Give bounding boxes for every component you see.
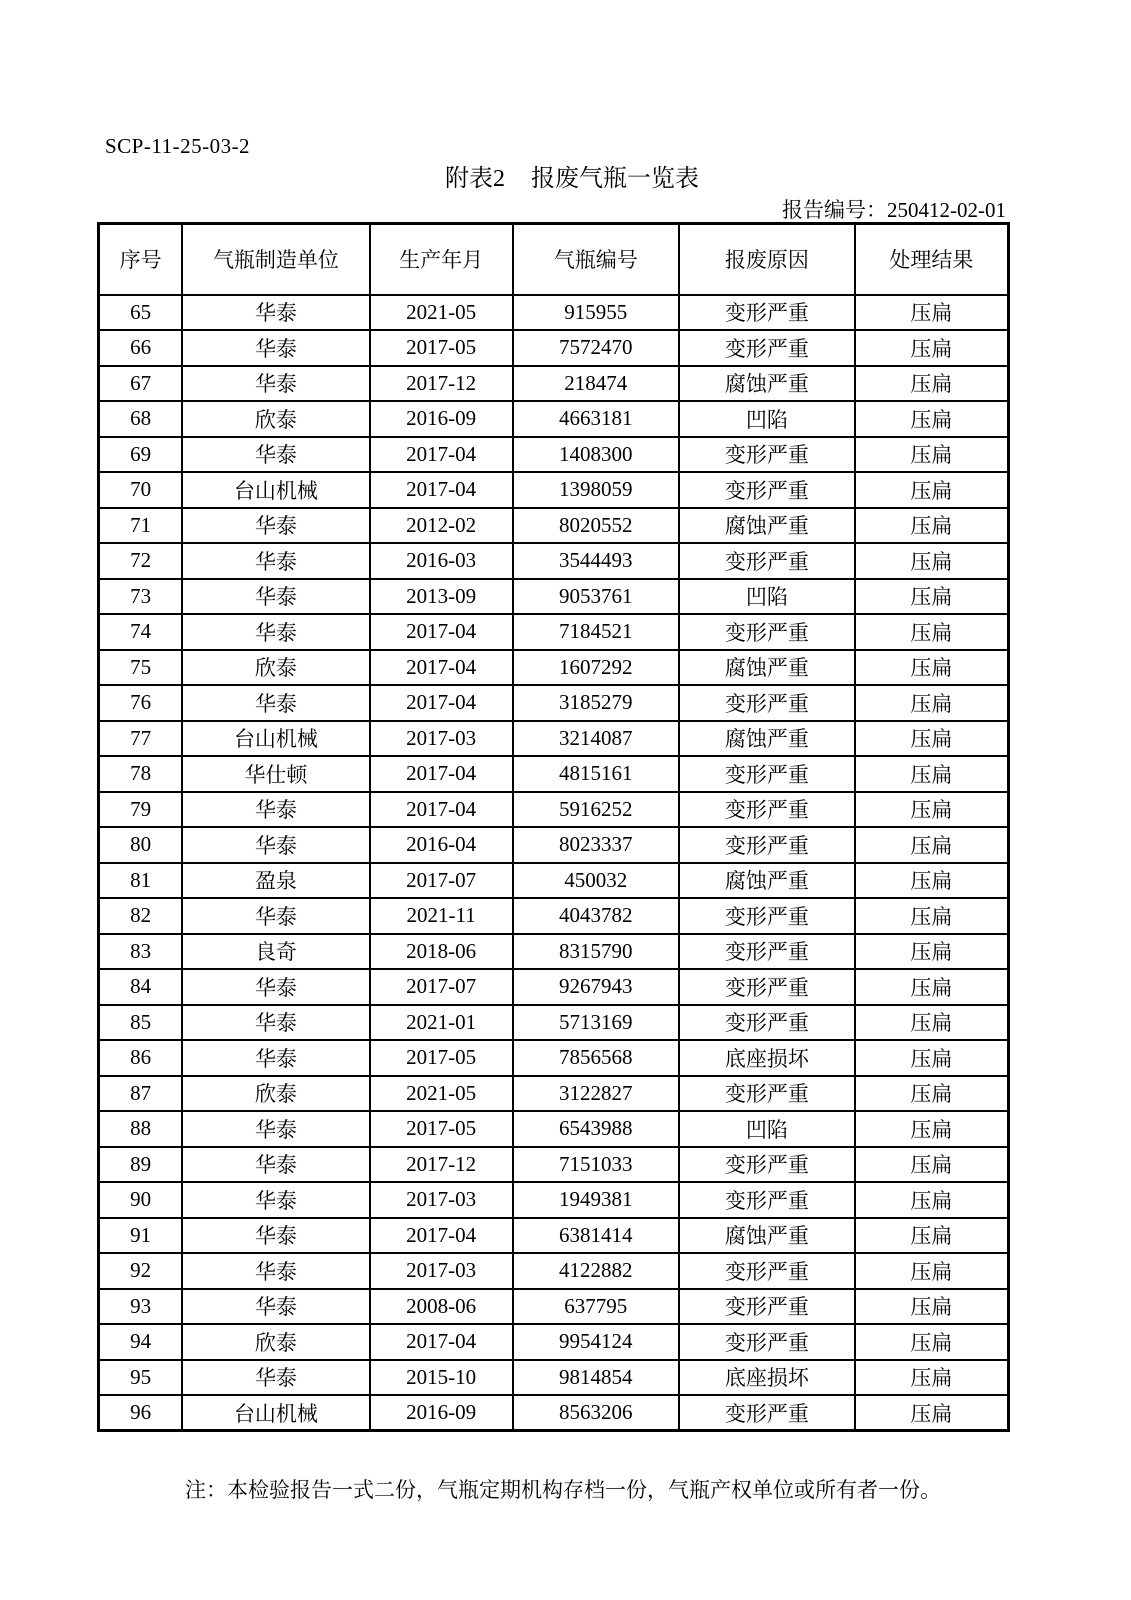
column-header: 气瓶编号 (513, 224, 680, 295)
table-cell: 压扁 (855, 1147, 1009, 1183)
table-row (99, 614, 1009, 650)
table-cell: 变形严重 (679, 614, 855, 650)
table-cell: 2021-05 (370, 1076, 513, 1112)
table-cell: 变形严重 (679, 934, 855, 970)
table-cell: 凹陷 (679, 579, 855, 615)
table-cell: 77 (99, 721, 183, 757)
table-cell: 凹陷 (679, 401, 855, 437)
table-cell: 69 (99, 437, 183, 473)
table-cell: 66 (99, 330, 183, 366)
table-cell: 1607292 (513, 650, 680, 686)
table-cell: 2016-04 (370, 827, 513, 863)
table-cell: 变形严重 (679, 472, 855, 508)
table-cell: 压扁 (855, 1324, 1009, 1360)
table-cell: 2017-03 (370, 1253, 513, 1289)
table-row (99, 1395, 1009, 1431)
table-cell: 华泰 (182, 366, 369, 402)
table-row (99, 721, 1009, 757)
table-cell: 压扁 (855, 969, 1009, 1005)
table-cell: 9267943 (513, 969, 680, 1005)
table-cell: 华泰 (182, 1147, 369, 1183)
table-cell: 变形严重 (679, 1289, 855, 1325)
table-cell: 915955 (513, 295, 680, 331)
table-cell: 8563206 (513, 1395, 680, 1431)
table-row (99, 650, 1009, 686)
table-cell: 7572470 (513, 330, 680, 366)
table-cell: 2017-03 (370, 721, 513, 757)
table-cell: 84 (99, 969, 183, 1005)
table-cell: 93 (99, 1289, 183, 1325)
table-cell: 7856568 (513, 1040, 680, 1076)
table-row (99, 1324, 1009, 1360)
table-cell: 华泰 (182, 1218, 369, 1254)
table-cell: 89 (99, 1147, 183, 1183)
table-cell: 2017-04 (370, 1218, 513, 1254)
table-cell: 底座损坏 (679, 1360, 855, 1396)
footer-note: 注：本检验报告一式二份，气瓶定期机构存档一份，气瓶产权单位或所有者一份。 (185, 1478, 941, 1502)
table-cell: 2017-05 (370, 1111, 513, 1147)
table-cell: 83 (99, 934, 183, 970)
table-row (99, 1218, 1009, 1254)
table-cell: 压扁 (855, 295, 1009, 331)
table-cell: 欣泰 (182, 1324, 369, 1360)
table-cell: 8023337 (513, 827, 680, 863)
table-cell: 台山机械 (182, 721, 369, 757)
table-cell: 变形严重 (679, 1253, 855, 1289)
table-cell: 压扁 (855, 472, 1009, 508)
title-prefix: 附表2 (445, 166, 505, 192)
column-header: 气瓶制造单位 (182, 224, 369, 295)
table-cell: 华泰 (182, 1182, 369, 1218)
table-cell: 81 (99, 863, 183, 899)
table-row (99, 366, 1009, 402)
table-cell: 华泰 (182, 437, 369, 473)
table-cell: 华泰 (182, 614, 369, 650)
table-cell: 盈泉 (182, 863, 369, 899)
table-cell: 压扁 (855, 898, 1009, 934)
table-cell: 压扁 (855, 863, 1009, 899)
table-cell: 变形严重 (679, 1005, 855, 1041)
table-cell: 95 (99, 1360, 183, 1396)
table-cell: 4815161 (513, 756, 680, 792)
table-cell: 65 (99, 295, 183, 331)
table-row (99, 792, 1009, 828)
table-row (99, 1253, 1009, 1289)
table-cell: 2017-03 (370, 1182, 513, 1218)
table-cell: 2017-12 (370, 366, 513, 402)
table-cell: 4663181 (513, 401, 680, 437)
table-cell: 压扁 (855, 1005, 1009, 1041)
table-cell: 腐蚀严重 (679, 1218, 855, 1254)
column-header: 报废原因 (679, 224, 855, 295)
table-row (99, 827, 1009, 863)
table-cell: 67 (99, 366, 183, 402)
table-row (99, 1289, 1009, 1325)
table-cell: 2017-12 (370, 1147, 513, 1183)
table-cell: 73 (99, 579, 183, 615)
table-cell: 76 (99, 685, 183, 721)
table-cell: 85 (99, 1005, 183, 1041)
column-header: 生产年月 (370, 224, 513, 295)
table-cell: 压扁 (855, 1182, 1009, 1218)
table-cell: 218474 (513, 366, 680, 402)
report-number-value: 250412-02-01 (887, 198, 1006, 222)
table-cell: 良奇 (182, 934, 369, 970)
table-cell: 74 (99, 614, 183, 650)
table-cell: 92 (99, 1253, 183, 1289)
table-row (99, 1076, 1009, 1112)
table-cell: 9814854 (513, 1360, 680, 1396)
table-cell: 压扁 (855, 756, 1009, 792)
table-cell: 压扁 (855, 1076, 1009, 1112)
table-cell: 87 (99, 1076, 183, 1112)
table-cell: 腐蚀严重 (679, 508, 855, 544)
table-cell: 变形严重 (679, 898, 855, 934)
table-cell: 华泰 (182, 898, 369, 934)
table-row (99, 685, 1009, 721)
table-cell: 80 (99, 827, 183, 863)
table-cell: 96 (99, 1395, 183, 1431)
table-cell: 华仕顿 (182, 756, 369, 792)
table-cell: 压扁 (855, 792, 1009, 828)
table-cell: 欣泰 (182, 1076, 369, 1112)
table-cell: 压扁 (855, 721, 1009, 757)
table-cell: 压扁 (855, 1289, 1009, 1325)
table-cell: 8315790 (513, 934, 680, 970)
table-cell: 变形严重 (679, 1076, 855, 1112)
table-cell: 台山机械 (182, 1395, 369, 1431)
table-cell: 3544493 (513, 543, 680, 579)
table-cell: 华泰 (182, 543, 369, 579)
table-cell: 压扁 (855, 1040, 1009, 1076)
table-cell: 变形严重 (679, 1182, 855, 1218)
table-cell: 华泰 (182, 1040, 369, 1076)
table-row (99, 898, 1009, 934)
table-row (99, 1182, 1009, 1218)
table-row (99, 295, 1009, 331)
table-cell: 腐蚀严重 (679, 366, 855, 402)
doc-code: SCP-11-25-03-2 (105, 134, 251, 158)
table-header-row (99, 224, 1009, 295)
page-title (97, 158, 1047, 193)
report-number-label: 报告编号： (782, 198, 887, 222)
column-header: 序号 (99, 224, 183, 295)
table-row (99, 508, 1009, 544)
table-cell: 90 (99, 1182, 183, 1218)
table-cell: 7151033 (513, 1147, 680, 1183)
table-cell: 华泰 (182, 969, 369, 1005)
table-cell: 腐蚀严重 (679, 721, 855, 757)
scrapped-cylinders-table (97, 222, 1010, 1432)
table-cell: 压扁 (855, 579, 1009, 615)
table-cell: 华泰 (182, 1289, 369, 1325)
table-cell: 2017-04 (370, 472, 513, 508)
table-cell: 2017-04 (370, 437, 513, 473)
table-cell: 2013-09 (370, 579, 513, 615)
table-cell: 变形严重 (679, 437, 855, 473)
table-cell: 1408300 (513, 437, 680, 473)
table-row (99, 330, 1009, 366)
table-cell: 变形严重 (679, 543, 855, 579)
table-cell: 8020552 (513, 508, 680, 544)
table-cell: 68 (99, 401, 183, 437)
table-cell: 2016-09 (370, 401, 513, 437)
table-cell: 欣泰 (182, 650, 369, 686)
table-cell: 2017-05 (370, 330, 513, 366)
table-cell: 7184521 (513, 614, 680, 650)
table-cell: 华泰 (182, 685, 369, 721)
table-cell: 变形严重 (679, 1395, 855, 1431)
table-cell: 4122882 (513, 1253, 680, 1289)
table-cell: 3185279 (513, 685, 680, 721)
table-cell: 2017-04 (370, 685, 513, 721)
table-cell: 3214087 (513, 721, 680, 757)
table-cell: 70 (99, 472, 183, 508)
table-cell: 华泰 (182, 827, 369, 863)
table-cell: 2021-01 (370, 1005, 513, 1041)
table-cell: 2017-04 (370, 1324, 513, 1360)
table-row (99, 934, 1009, 970)
table-cell: 压扁 (855, 508, 1009, 544)
table-cell: 3122827 (513, 1076, 680, 1112)
table-cell: 78 (99, 756, 183, 792)
table-row (99, 1005, 1009, 1041)
table-cell: 79 (99, 792, 183, 828)
table-cell: 华泰 (182, 1360, 369, 1396)
table-cell: 变形严重 (679, 330, 855, 366)
table-cell: 华泰 (182, 792, 369, 828)
table-cell: 9954124 (513, 1324, 680, 1360)
table-cell: 底座损坏 (679, 1040, 855, 1076)
table-cell: 华泰 (182, 1253, 369, 1289)
table-row (99, 1040, 1009, 1076)
table-cell: 华泰 (182, 1005, 369, 1041)
table-cell: 压扁 (855, 934, 1009, 970)
table-cell: 压扁 (855, 401, 1009, 437)
table-cell: 压扁 (855, 1111, 1009, 1147)
title-text: 报废气瓶一览表 (531, 166, 699, 192)
table-cell: 2017-05 (370, 1040, 513, 1076)
table-cell: 压扁 (855, 650, 1009, 686)
table-cell: 72 (99, 543, 183, 579)
table-cell: 欣泰 (182, 401, 369, 437)
table-cell: 2021-11 (370, 898, 513, 934)
table-cell: 450032 (513, 863, 680, 899)
table-cell: 2012-02 (370, 508, 513, 544)
table-cell: 腐蚀严重 (679, 863, 855, 899)
table-cell: 压扁 (855, 437, 1009, 473)
table-cell: 压扁 (855, 1395, 1009, 1431)
table-cell: 5713169 (513, 1005, 680, 1041)
table-cell: 2017-07 (370, 863, 513, 899)
table-cell: 腐蚀严重 (679, 650, 855, 686)
table-cell: 变形严重 (679, 756, 855, 792)
table-cell: 88 (99, 1111, 183, 1147)
table-cell: 凹陷 (679, 1111, 855, 1147)
table-cell: 9053761 (513, 579, 680, 615)
table-cell: 压扁 (855, 543, 1009, 579)
table-cell: 91 (99, 1218, 183, 1254)
table-cell: 变形严重 (679, 792, 855, 828)
table-cell: 变形严重 (679, 827, 855, 863)
table-cell: 2017-04 (370, 614, 513, 650)
table-cell: 94 (99, 1324, 183, 1360)
table-row (99, 756, 1009, 792)
table-cell: 2018-06 (370, 934, 513, 970)
table-cell: 华泰 (182, 508, 369, 544)
table-cell: 2017-07 (370, 969, 513, 1005)
table-cell: 华泰 (182, 330, 369, 366)
table-row (99, 437, 1009, 473)
table-cell: 75 (99, 650, 183, 686)
table-row (99, 543, 1009, 579)
table-row (99, 472, 1009, 508)
table-row (99, 863, 1009, 899)
table-cell: 压扁 (855, 1360, 1009, 1396)
table-cell: 压扁 (855, 330, 1009, 366)
table-cell: 1398059 (513, 472, 680, 508)
table-row (99, 1147, 1009, 1183)
column-header: 处理结果 (855, 224, 1009, 295)
table-cell: 变形严重 (679, 969, 855, 1005)
table-cell: 压扁 (855, 1218, 1009, 1254)
table-cell: 1949381 (513, 1182, 680, 1218)
table-cell: 压扁 (855, 1253, 1009, 1289)
table-cell: 4043782 (513, 898, 680, 934)
report-number-line (97, 194, 1006, 224)
table-cell: 5916252 (513, 792, 680, 828)
table-row (99, 579, 1009, 615)
table-cell: 2017-04 (370, 756, 513, 792)
table-cell: 6381414 (513, 1218, 680, 1254)
table-cell: 2016-09 (370, 1395, 513, 1431)
table-cell: 华泰 (182, 579, 369, 615)
table-cell: 71 (99, 508, 183, 544)
table-row (99, 1360, 1009, 1396)
table-cell: 压扁 (855, 685, 1009, 721)
table-cell: 82 (99, 898, 183, 934)
table-cell: 86 (99, 1040, 183, 1076)
table-cell: 2015-10 (370, 1360, 513, 1396)
table-cell: 2021-05 (370, 295, 513, 331)
table-row (99, 1111, 1009, 1147)
table-cell: 压扁 (855, 366, 1009, 402)
table-cell: 637795 (513, 1289, 680, 1325)
table-cell: 压扁 (855, 827, 1009, 863)
table-row (99, 969, 1009, 1005)
table-cell: 变形严重 (679, 295, 855, 331)
table-cell: 变形严重 (679, 1147, 855, 1183)
table-cell: 2017-04 (370, 650, 513, 686)
table-cell: 2017-04 (370, 792, 513, 828)
table-cell: 台山机械 (182, 472, 369, 508)
table-cell: 2008-06 (370, 1289, 513, 1325)
table-row (99, 401, 1009, 437)
table-cell: 压扁 (855, 614, 1009, 650)
table-cell: 变形严重 (679, 685, 855, 721)
table-cell: 6543988 (513, 1111, 680, 1147)
table-cell: 华泰 (182, 295, 369, 331)
table-cell: 变形严重 (679, 1324, 855, 1360)
table-cell: 2016-03 (370, 543, 513, 579)
table-cell: 华泰 (182, 1111, 369, 1147)
